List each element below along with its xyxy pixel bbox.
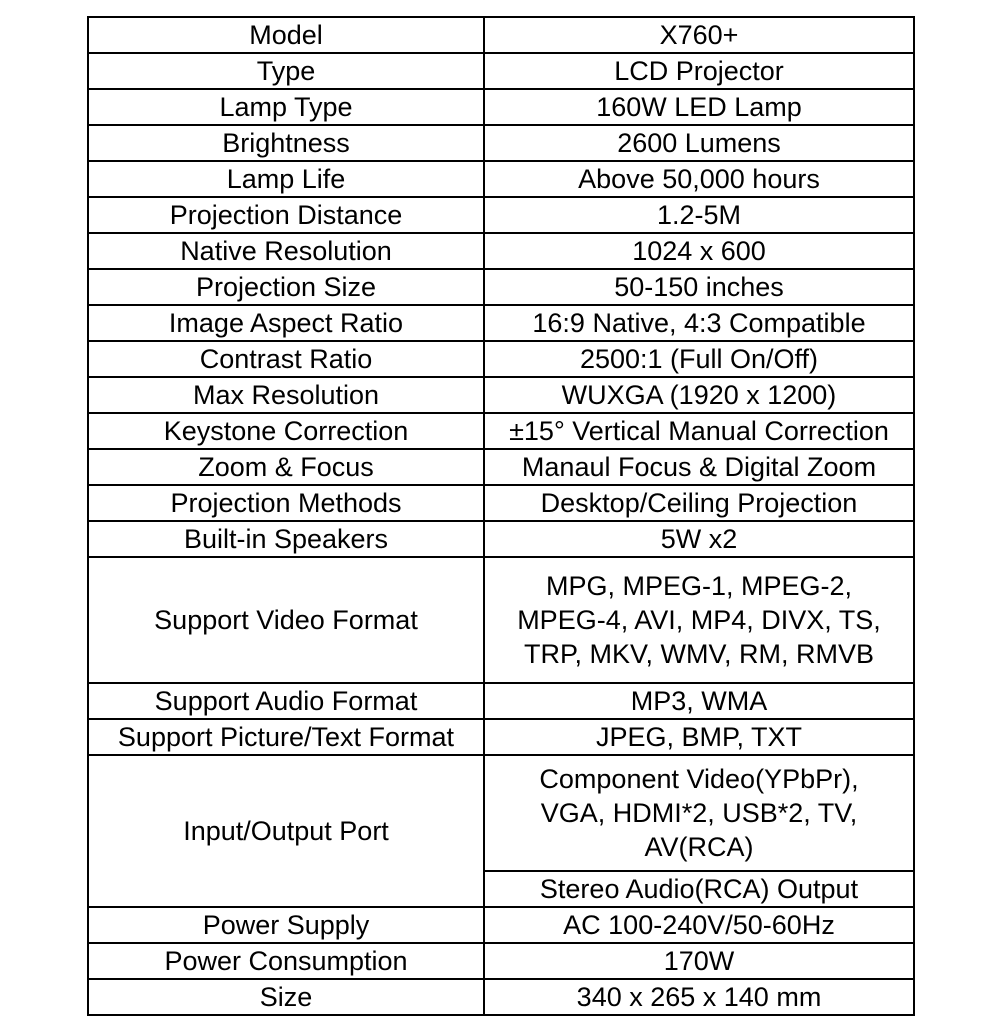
spec-value-line: AV(RCA) <box>644 832 754 862</box>
spec-value: Stereo Audio(RCA) Output <box>484 871 914 907</box>
spec-value: MP3, WMA <box>484 683 914 719</box>
spec-value: Desktop/Ceiling Projection <box>484 485 914 521</box>
spec-row <box>88 719 914 755</box>
spec-value: 170W <box>484 943 914 979</box>
spec-row <box>88 341 914 377</box>
spec-value-line: VGA, HDMI*2, USB*2, TV, <box>540 798 858 828</box>
spec-table <box>87 16 915 1016</box>
spec-value: Above 50,000 hours <box>484 161 914 197</box>
spec-row <box>88 161 914 197</box>
spec-label: Type <box>88 53 484 89</box>
spec-label: Power Consumption <box>88 943 484 979</box>
spec-value: 16:9 Native, 4:3 Compatible <box>484 305 914 341</box>
spec-label: Native Resolution <box>88 233 484 269</box>
spec-label: Built-in Speakers <box>88 521 484 557</box>
spec-value <box>484 755 914 871</box>
spec-label: Projection Size <box>88 269 484 305</box>
spec-row-io-port <box>88 755 914 871</box>
spec-row <box>88 53 914 89</box>
spec-label: Size <box>88 979 484 1015</box>
spec-table-body <box>88 17 914 1015</box>
spec-row <box>88 943 914 979</box>
spec-label: Max Resolution <box>88 377 484 413</box>
spec-value: 50-150 inches <box>484 269 914 305</box>
spec-label: Input/Output Port <box>88 755 484 907</box>
spec-row <box>88 17 914 53</box>
spec-label: Brightness <box>88 125 484 161</box>
spec-row <box>88 125 914 161</box>
spec-value: 340 x 265 x 140 mm <box>484 979 914 1015</box>
spec-label: Support Picture/Text Format <box>88 719 484 755</box>
spec-value: 1.2-5M <box>484 197 914 233</box>
spec-row <box>88 197 914 233</box>
spec-label: Support Audio Format <box>88 683 484 719</box>
spec-row <box>88 269 914 305</box>
spec-label: Keystone Correction <box>88 413 484 449</box>
spec-label: Model <box>88 17 484 53</box>
spec-label: Contrast Ratio <box>88 341 484 377</box>
spec-row <box>88 89 914 125</box>
spec-label: Projection Distance <box>88 197 484 233</box>
spec-row <box>88 521 914 557</box>
spec-value: Manaul Focus & Digital Zoom <box>484 449 914 485</box>
spec-row <box>88 377 914 413</box>
spec-label: Support Video Format <box>88 557 484 683</box>
spec-value: ±15° Vertical Manual Correction <box>484 413 914 449</box>
spec-row <box>88 449 914 485</box>
spec-value: LCD Projector <box>484 53 914 89</box>
spec-row <box>88 907 914 943</box>
spec-value-line: MPEG-4, AVI, MP4, DIVX, TS, <box>517 605 881 635</box>
spec-value-line: MPG, MPEG-1, MPEG-2, <box>545 571 853 601</box>
spec-row <box>88 683 914 719</box>
spec-row <box>88 979 914 1015</box>
spec-value: WUXGA (1920 x 1200) <box>484 377 914 413</box>
spec-label: Zoom & Focus <box>88 449 484 485</box>
spec-value <box>484 557 914 683</box>
spec-label: Power Supply <box>88 907 484 943</box>
spec-value: AC 100-240V/50-60Hz <box>484 907 914 943</box>
spec-value: X760+ <box>484 17 914 53</box>
spec-value: 2600 Lumens <box>484 125 914 161</box>
spec-row <box>88 485 914 521</box>
spec-value: 160W LED Lamp <box>484 89 914 125</box>
spec-row-video-format <box>88 557 914 683</box>
spec-label: Image Aspect Ratio <box>88 305 484 341</box>
spec-value: 5W x2 <box>484 521 914 557</box>
spec-value: 1024 x 600 <box>484 233 914 269</box>
spec-label: Projection Methods <box>88 485 484 521</box>
spec-row <box>88 305 914 341</box>
spec-row <box>88 413 914 449</box>
spec-value-line: TRP, MKV, WMV, RM, RMVB <box>523 639 875 669</box>
spec-label: Lamp Type <box>88 89 484 125</box>
spec-label: Lamp Life <box>88 161 484 197</box>
spec-value: 2500:1 (Full On/Off) <box>484 341 914 377</box>
spec-value: JPEG, BMP, TXT <box>484 719 914 755</box>
spec-row <box>88 233 914 269</box>
spec-value-line: Component Video(YPbPr), <box>539 764 859 794</box>
